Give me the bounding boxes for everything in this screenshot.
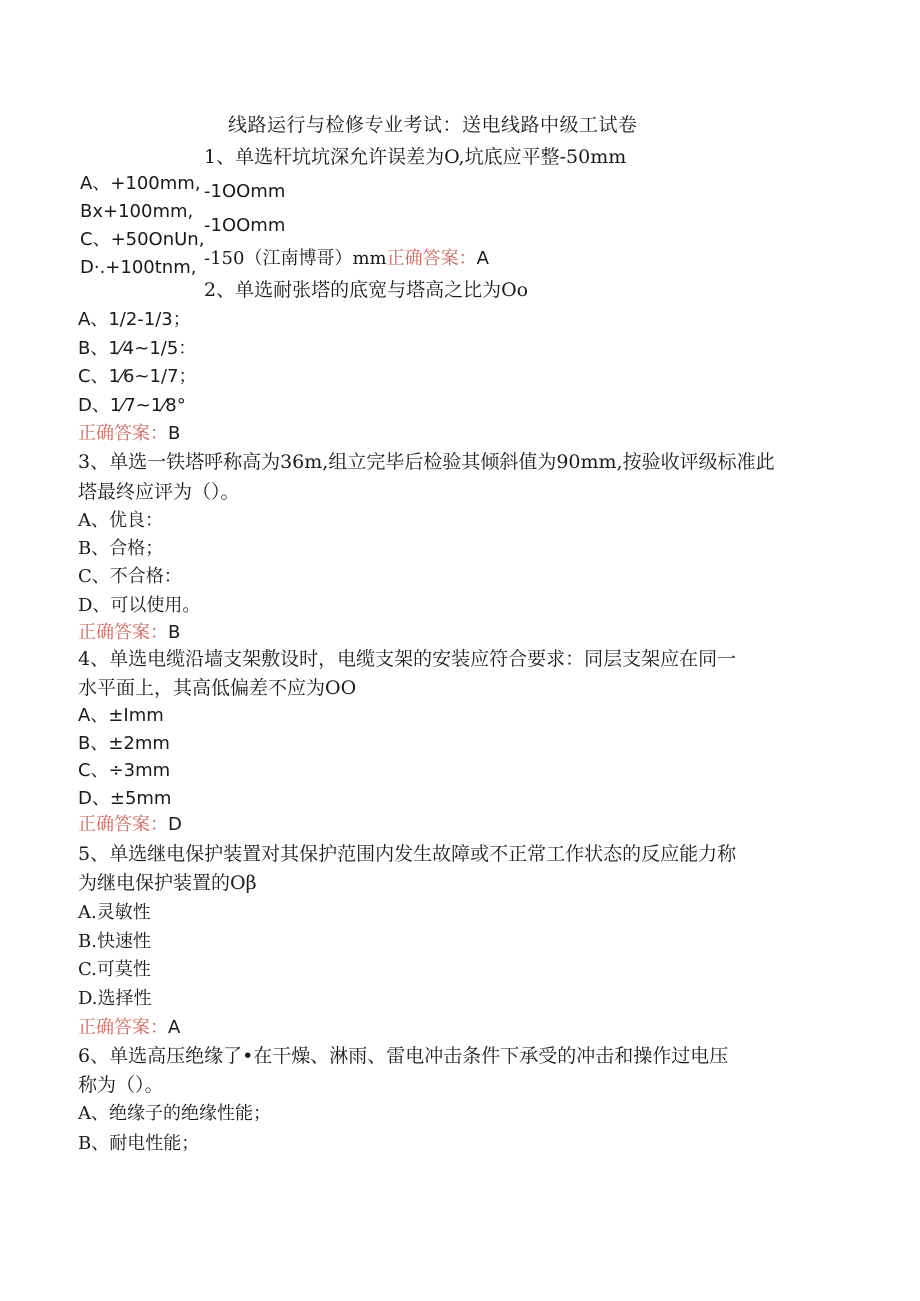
question-3-option-d: D、可以使用。	[78, 595, 201, 616]
question-3-option-b: B、合格；	[78, 538, 164, 559]
question-2-option-c: C、1⁄6~1/7；	[78, 366, 197, 387]
question-4-stem-line-2: 水平面上，其高低偏差不应为OO	[78, 677, 357, 699]
question-2-option-d: D、1⁄7~1⁄8°	[78, 395, 186, 416]
answer-label: 正确答案：	[386, 248, 477, 269]
question-5-stem-line-1: 5、单选继电保护装置对其保护范围内发生故障或不正常工作状态的反应能力称	[78, 843, 737, 865]
question-4-answer: D	[168, 814, 182, 835]
question-4-option-c: C、÷3mm	[78, 760, 171, 781]
question-3-option-a: A、优良：	[78, 510, 163, 531]
answer-label: 正确答案：	[78, 814, 168, 835]
question-5-answer: A	[168, 1017, 181, 1038]
question-5-option-d: D.选择性	[78, 988, 152, 1009]
question-5-option-b: B.快速性	[78, 931, 151, 952]
question-1-option-a: A、+100mm,	[80, 173, 201, 194]
question-3-option-c: C、不合格：	[78, 566, 182, 587]
answer-label: 正确答案：	[78, 622, 168, 643]
question-2-option-b: B、1⁄4~1/5：	[78, 338, 197, 359]
answer-label: 正确答案：	[78, 1017, 168, 1038]
question-1-stem: 1、单选杆坑坑深允许误差为O,坑底应平整-50mm	[204, 146, 627, 168]
page-title: 线路运行与检修专业考试：送电线路中级工试卷	[228, 114, 638, 136]
question-4-option-b: B、±2mm	[78, 733, 170, 754]
question-2-answer: B	[168, 423, 181, 444]
question-3-stem-line-2: 塔最终应评为（）。	[78, 481, 240, 503]
question-4-option-d: D、±5mm	[78, 788, 172, 809]
question-1-option-c: C、+50OnUn,	[80, 229, 205, 250]
question-6-option-b: B、耐电性能；	[78, 1133, 200, 1154]
question-4-option-a: A、±Imm	[78, 705, 164, 726]
question-1-answer: A	[476, 248, 489, 269]
question-5-option-c: C.可莫性	[78, 959, 151, 980]
question-6-stem-line-1: 6、单选高压绝缘了•在干燥、淋雨、雷电冲击条件下承受的冲击和操作过电压	[78, 1045, 729, 1067]
question-1-option-b: Bx+100mm,	[80, 201, 194, 222]
question-5-answer-line	[78, 1017, 180, 1039]
question-6-option-a: A、绝缘子的绝缘性能；	[78, 1103, 271, 1124]
question-2-answer-line	[78, 423, 180, 445]
question-6-stem-line-2: 称为（）。	[78, 1074, 164, 1096]
question-1-right-2: -1OOmm	[204, 215, 286, 236]
question-1-right-3: -150（江南博哥）mm	[204, 248, 387, 269]
question-5-stem-line-2: 为继电保护装置的Oβ	[78, 872, 257, 894]
question-2-stem: 2、单选耐张塔的底宽与塔高之比为Oo	[204, 279, 529, 301]
question-1-right-1: -1OOmm	[204, 181, 286, 202]
question-3-answer: B	[168, 622, 181, 643]
question-5-option-a: A.灵敏性	[78, 902, 151, 923]
question-1-answer-line	[204, 248, 489, 270]
question-4-stem-line-1: 4、单选电缆沿墙支架敷设时，电缆支架的安装应符合要求：同层支架应在同一	[78, 648, 737, 670]
question-4-answer-line	[78, 814, 182, 836]
question-3-stem-line-1: 3、单选一铁塔呼称高为36m,组立完毕后检验其倾斜值为90mm,按验收评级标准此	[78, 451, 775, 473]
question-2-option-a: A、1/2-1/3；	[78, 309, 191, 330]
question-3-answer-line	[78, 622, 180, 644]
answer-label: 正确答案：	[78, 423, 168, 444]
question-1-option-d: D·.+100tnm,	[80, 257, 197, 278]
